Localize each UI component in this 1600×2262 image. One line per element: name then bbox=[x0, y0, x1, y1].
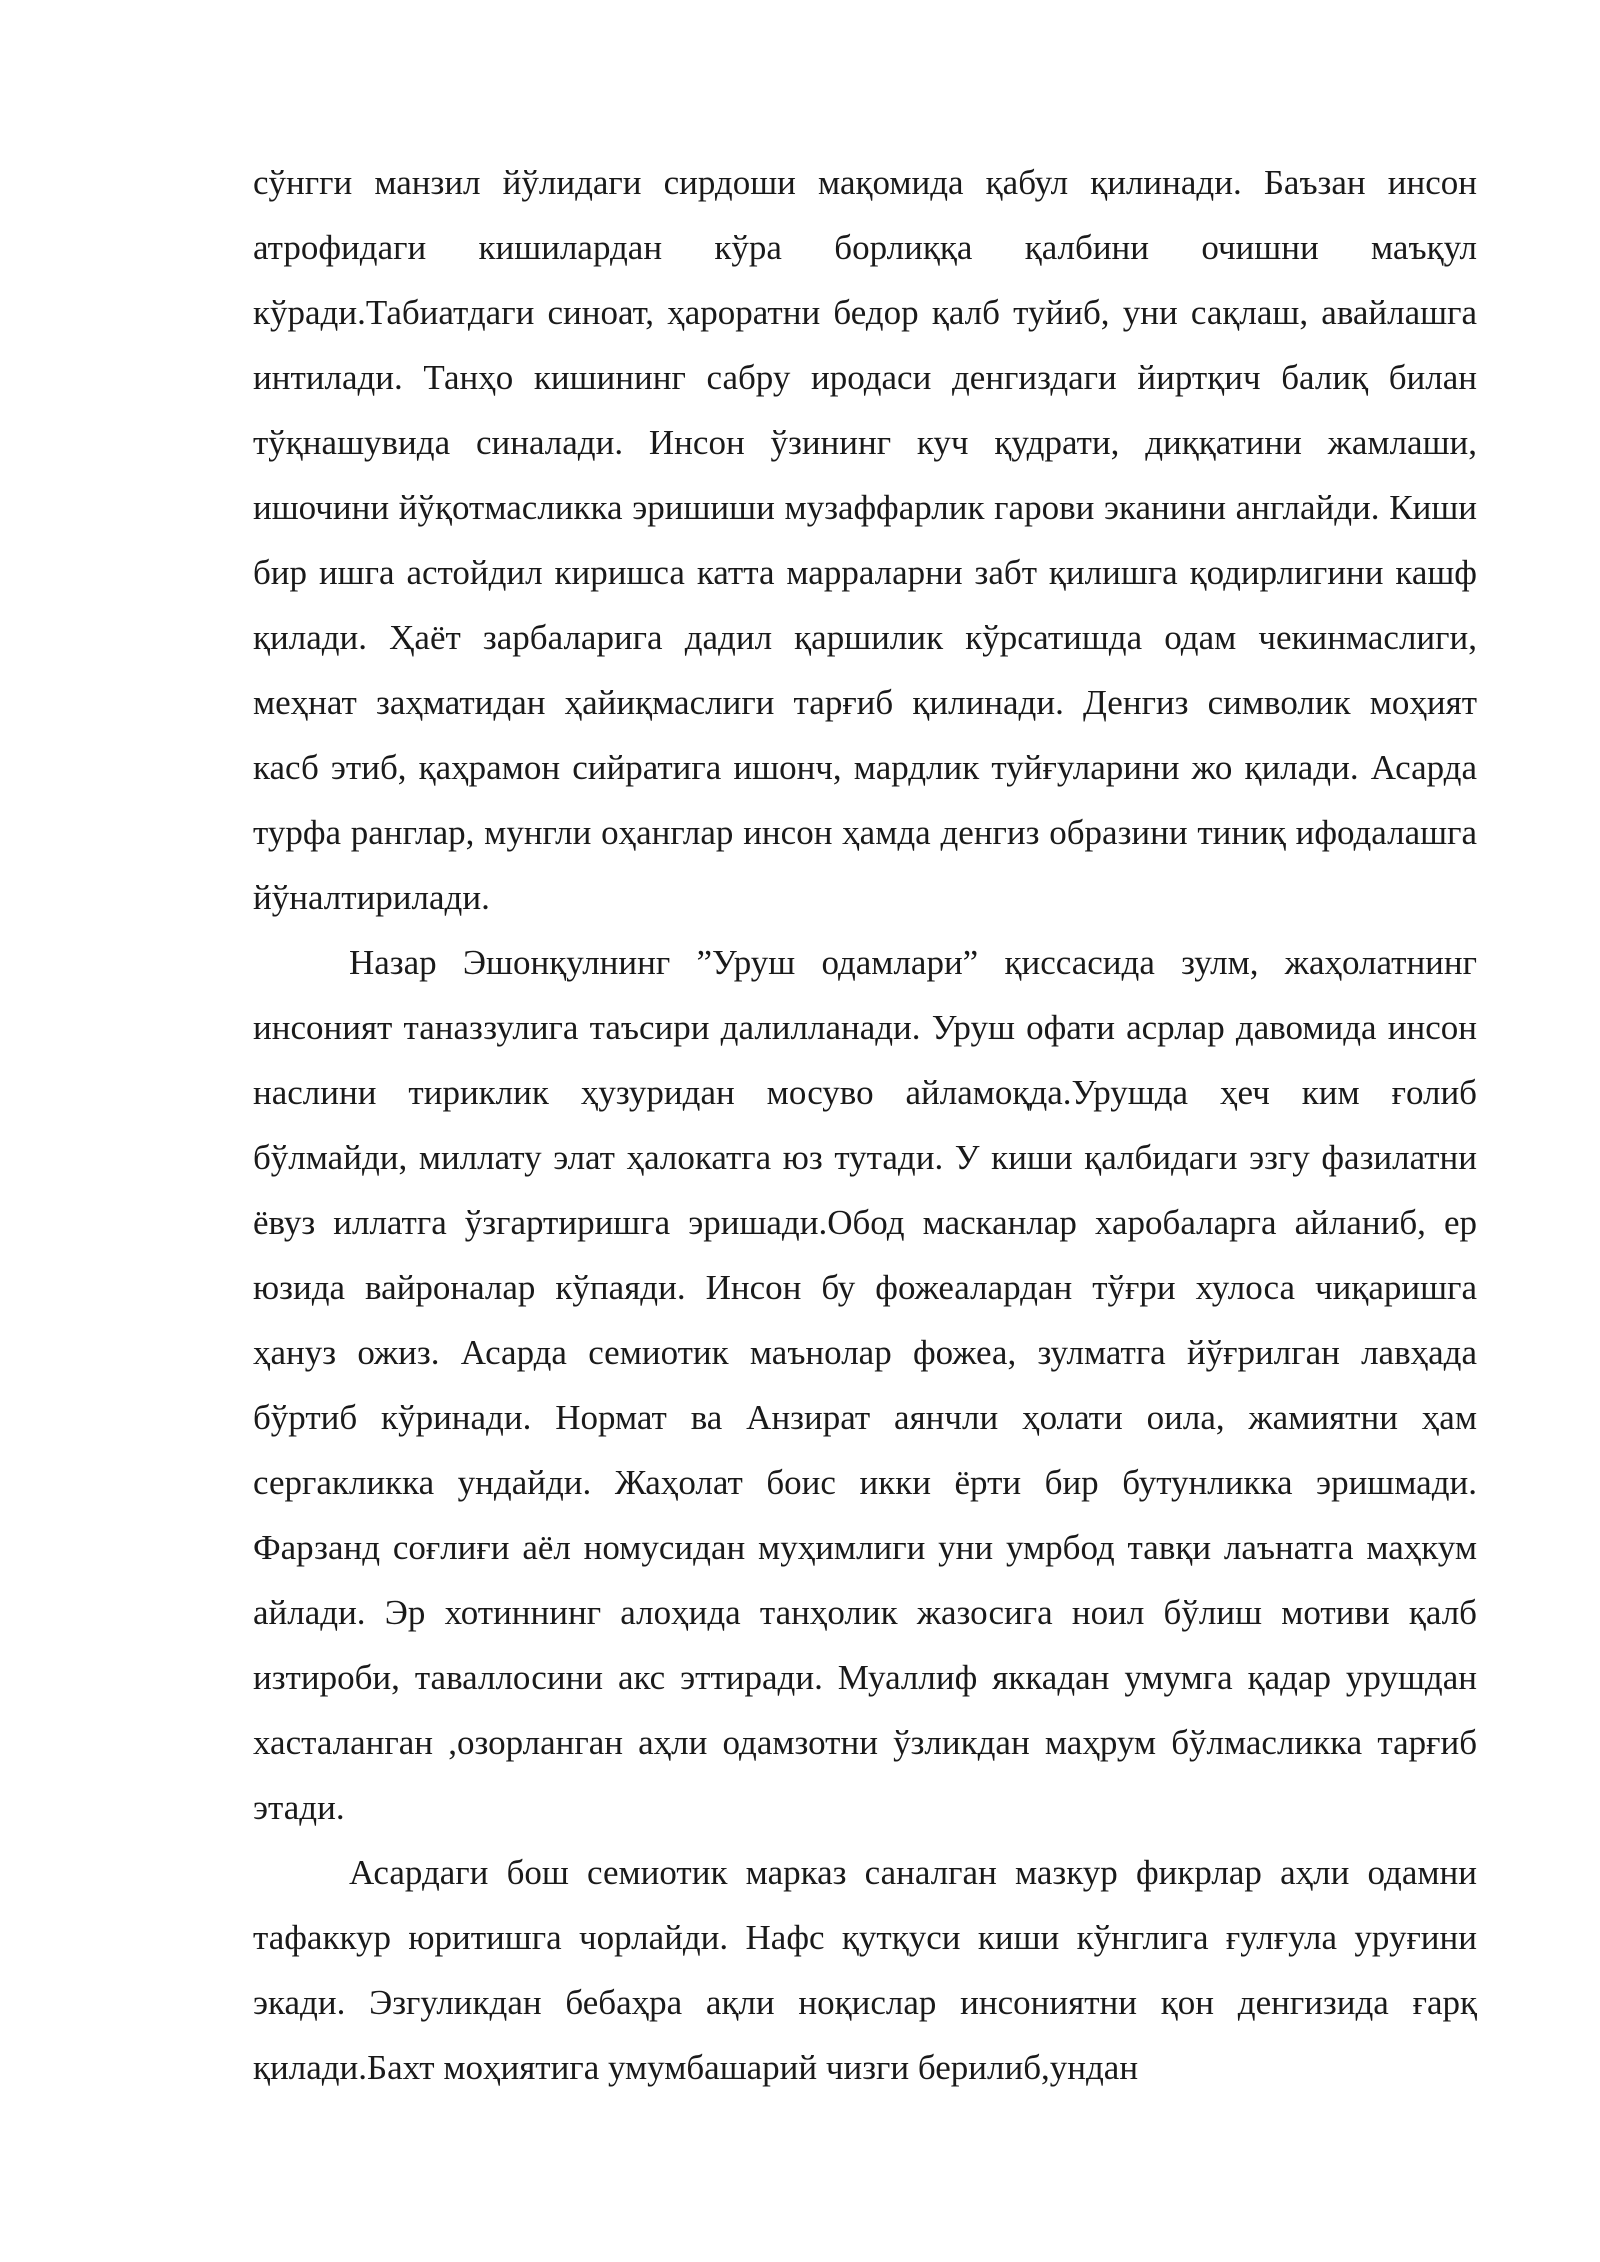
paragraph-1: сўнгги манзил йўлидаги сирдоши мақомида қабул қилинади. Баъзан инсон атрофидаги кишилардан кўра борлиққа қалбини очишни маъқул кўради.Табиатдаги синоат, ҳароратни бедор қалб туйиб, уни сақлаш, авайлашга интилади. Танҳо кишининг сабру иродаси денгиздаги йиртқич балиқ билан тўқнашувида синалади. Инсон ўзининг куч қудрати, диққатини жамлаши, ишочини йўқотмасликка эришиши музаффарлик гарови эканини англайди. Киши бир ишга астойдил киришса катта марраларни забт қилишга қодирлигини кашф қилади. Ҳаёт зарбаларига дадил қаршилик кўрсатишда одам чекинмаслиги, меҳнат заҳматидан ҳайиқмаслиги тарғиб қилинади. Денгиз символик моҳият касб этиб, қаҳрамон сийратига ишонч, мардлик туйғуларини жо қилади. Асарда турфа ранглар, мунгли оҳанглар инсон ҳамда денгиз образини тиниқ ифодалашга йўналтирилади. bbox=[253, 163, 1477, 917]
paragraph-3: Асардаги бош семиотик марказ саналган мазкур фикрлар аҳли одамни тафаккур юритишга чорлайди. Нафс қутқуси киши кўнглига ғулғула уруғини экади. Эзгуликдан бебаҳра ақли ноқислар инсониятни қон денгизида ғарқ қилади.Бахт моҳиятига умумбашарий чизги берилиб,ундан bbox=[253, 1853, 1477, 2087]
body-text bbox=[253, 150, 1477, 2100]
paragraph-2: Назар Эшонқулнинг ”Уруш одамлари” қиссасида зулм, жаҳолатнинг инсоният таназзулига таъсири далилланади. Уруш офати асрлар давомида инсон наслини тириклик ҳузуридан мосуво айламоқда.Урушда ҳеч ким ғолиб бўлмайди, миллату элат ҳалокатга юз тутади. У киши қалбидаги эзгу фазилатни ёвуз иллатга ўзгартиришга эришади.Обод масканлар харобаларга айланиб, ер юзида вайроналар кўпаяди. Инсон бу фожеалардан тўғри хулоса чиқаришга ҳануз ожиз. Асарда семиотик маънолар фожеа, зулматга йўғрилган лавҳада бўртиб кўринади. Нормат ва Анзират аянчли ҳолати оила, жамиятни ҳам сергакликка ундайди. Жаҳолат боис икки ёрти бир бутунликка эришмади. Фарзанд соғлиғи аёл номусидан муҳимлиги уни умрбод тавқи лаънатга маҳкум айлади. Эр хотиннинг алоҳида танҳолик жазосига ноил бўлиш мотиви қалб изтироби, таваллосини акс эттиради. Муаллиф яккадан умумга қадар урушдан хасталанган ,озорланган аҳли одамзотни ўзликдан маҳрум бўлмасликка тарғиб этади. bbox=[253, 943, 1477, 1827]
